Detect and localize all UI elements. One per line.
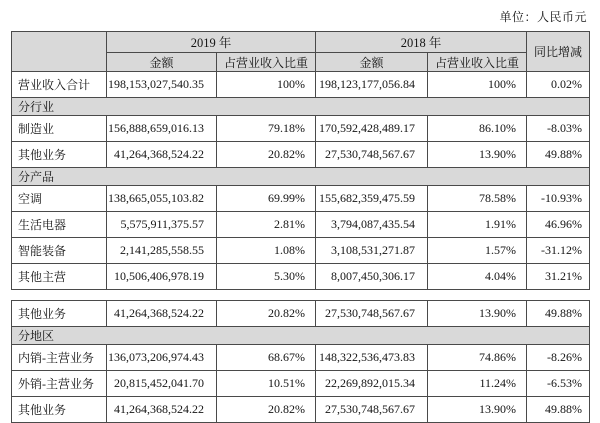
amount-2019: 5,575,911,375.57 (107, 212, 217, 238)
table-row-manufacturing (12, 116, 590, 142)
table-gap (11, 290, 589, 300)
row-label: 其他业务 (12, 301, 107, 327)
yoy-change: 49.88% (527, 301, 590, 327)
table-row-air-conditioning (12, 186, 590, 212)
yoy-change: 0.02% (527, 72, 590, 98)
table-row-other-business (12, 397, 590, 423)
amount-2019: 2,141,285,558.55 (107, 238, 217, 264)
amount-2018: 3,794,087,435.54 (316, 212, 428, 238)
corner-empty-cell (12, 32, 107, 72)
share-2018: 100% (428, 72, 527, 98)
row-label: 其他业务 (12, 142, 107, 168)
amount-2019: 156,888,659,016.13 (107, 116, 217, 142)
section-label: 分产品 (12, 168, 590, 186)
revenue-breakdown-table-part1 (11, 31, 590, 290)
share-2018: 13.90% (428, 301, 527, 327)
row-label: 其他业务 (12, 397, 107, 423)
table-row-domestic-main (12, 345, 590, 371)
year-2018-header: 2018 年 (316, 32, 527, 53)
yoy-change: 31.21% (527, 264, 590, 290)
row-label: 空调 (12, 186, 107, 212)
row-label: 制造业 (12, 116, 107, 142)
share-2018: 13.90% (428, 397, 527, 423)
amount-2019: 138,665,055,103.82 (107, 186, 217, 212)
table-row-total-revenue (12, 72, 590, 98)
yoy-change: 49.88% (527, 397, 590, 423)
table-row-other-main (12, 264, 590, 290)
row-label: 智能装备 (12, 238, 107, 264)
table-row-other-business (12, 301, 590, 327)
amount-2019: 198,153,027,540.35 (107, 72, 217, 98)
share-2018: 4.04% (428, 264, 527, 290)
section-label: 分地区 (12, 327, 590, 345)
revenue-breakdown-table-part2 (11, 300, 590, 423)
share-2019: 2.81% (217, 212, 316, 238)
share-2019: 100% (217, 72, 316, 98)
section-row-by-region (12, 327, 590, 345)
share-2019: 20.82% (217, 397, 316, 423)
amount-2018: 27,530,748,567.67 (316, 301, 428, 327)
yoy-change: -6.53% (527, 371, 590, 397)
amount-2018: 148,322,536,473.83 (316, 345, 428, 371)
share-2019: 1.08% (217, 238, 316, 264)
amount-2018: 170,592,428,489.17 (316, 116, 428, 142)
share-2018: 86.10% (428, 116, 527, 142)
amount-2019: 20,815,452,041.70 (107, 371, 217, 397)
share-2019: 69.99% (217, 186, 316, 212)
share-2019: 10.51% (217, 371, 316, 397)
share-2018: 74.86% (428, 345, 527, 371)
yoy-change: 46.96% (527, 212, 590, 238)
share-2018-header: 占营业收入比重 (428, 53, 527, 72)
share-2019-header: 占营业收入比重 (217, 53, 316, 72)
yoy-header: 同比增减 (527, 32, 590, 72)
amount-2019: 41,264,368,524.22 (107, 142, 217, 168)
yoy-change: -8.26% (527, 345, 590, 371)
amount-2018: 3,108,531,271.87 (316, 238, 428, 264)
amount-2019: 10,506,406,978.19 (107, 264, 217, 290)
yoy-change: 49.88% (527, 142, 590, 168)
row-label: 生活电器 (12, 212, 107, 238)
amount-2018-header: 金额 (316, 53, 428, 72)
amount-2018: 27,530,748,567.67 (316, 397, 428, 423)
row-label: 外销-主营业务 (12, 371, 107, 397)
table-row-home-appliances (12, 212, 590, 238)
share-2018: 1.91% (428, 212, 527, 238)
share-2018: 1.57% (428, 238, 527, 264)
amount-2019-header: 金额 (107, 53, 217, 72)
share-2019: 5.30% (217, 264, 316, 290)
section-row-by-product (12, 168, 590, 186)
share-2019: 79.18% (217, 116, 316, 142)
unit-note: 单位：人民币元 (499, 10, 587, 24)
amount-2019: 136,073,206,974.43 (107, 345, 217, 371)
amount-2018: 198,123,177,056.84 (316, 72, 428, 98)
year-2019-header: 2019 年 (107, 32, 316, 53)
section-row-by-industry (12, 98, 590, 116)
share-2019: 20.82% (217, 142, 316, 168)
table-row-other-business (12, 142, 590, 168)
amount-2018: 8,007,450,306.17 (316, 264, 428, 290)
row-label: 内销-主营业务 (12, 345, 107, 371)
share-2018: 78.58% (428, 186, 527, 212)
amount-2018: 22,269,892,015.34 (316, 371, 428, 397)
yoy-change: -8.03% (527, 116, 590, 142)
table-row-smart-equipment (12, 238, 590, 264)
row-label: 其他主营 (12, 264, 107, 290)
share-2018: 13.90% (428, 142, 527, 168)
amount-2019: 41,264,368,524.22 (107, 397, 217, 423)
row-label: 营业收入合计 (12, 72, 107, 98)
table-row-export-main (12, 371, 590, 397)
yoy-change: -10.93% (527, 186, 590, 212)
header-row-years (12, 32, 590, 53)
share-2018: 11.24% (428, 371, 527, 397)
share-2019: 68.67% (217, 345, 316, 371)
share-2019: 20.82% (217, 301, 316, 327)
yoy-change: -31.12% (527, 238, 590, 264)
amount-2018: 155,682,359,475.59 (316, 186, 428, 212)
amount-2019: 41,264,368,524.22 (107, 301, 217, 327)
amount-2018: 27,530,748,567.67 (316, 142, 428, 168)
section-label: 分行业 (12, 98, 590, 116)
